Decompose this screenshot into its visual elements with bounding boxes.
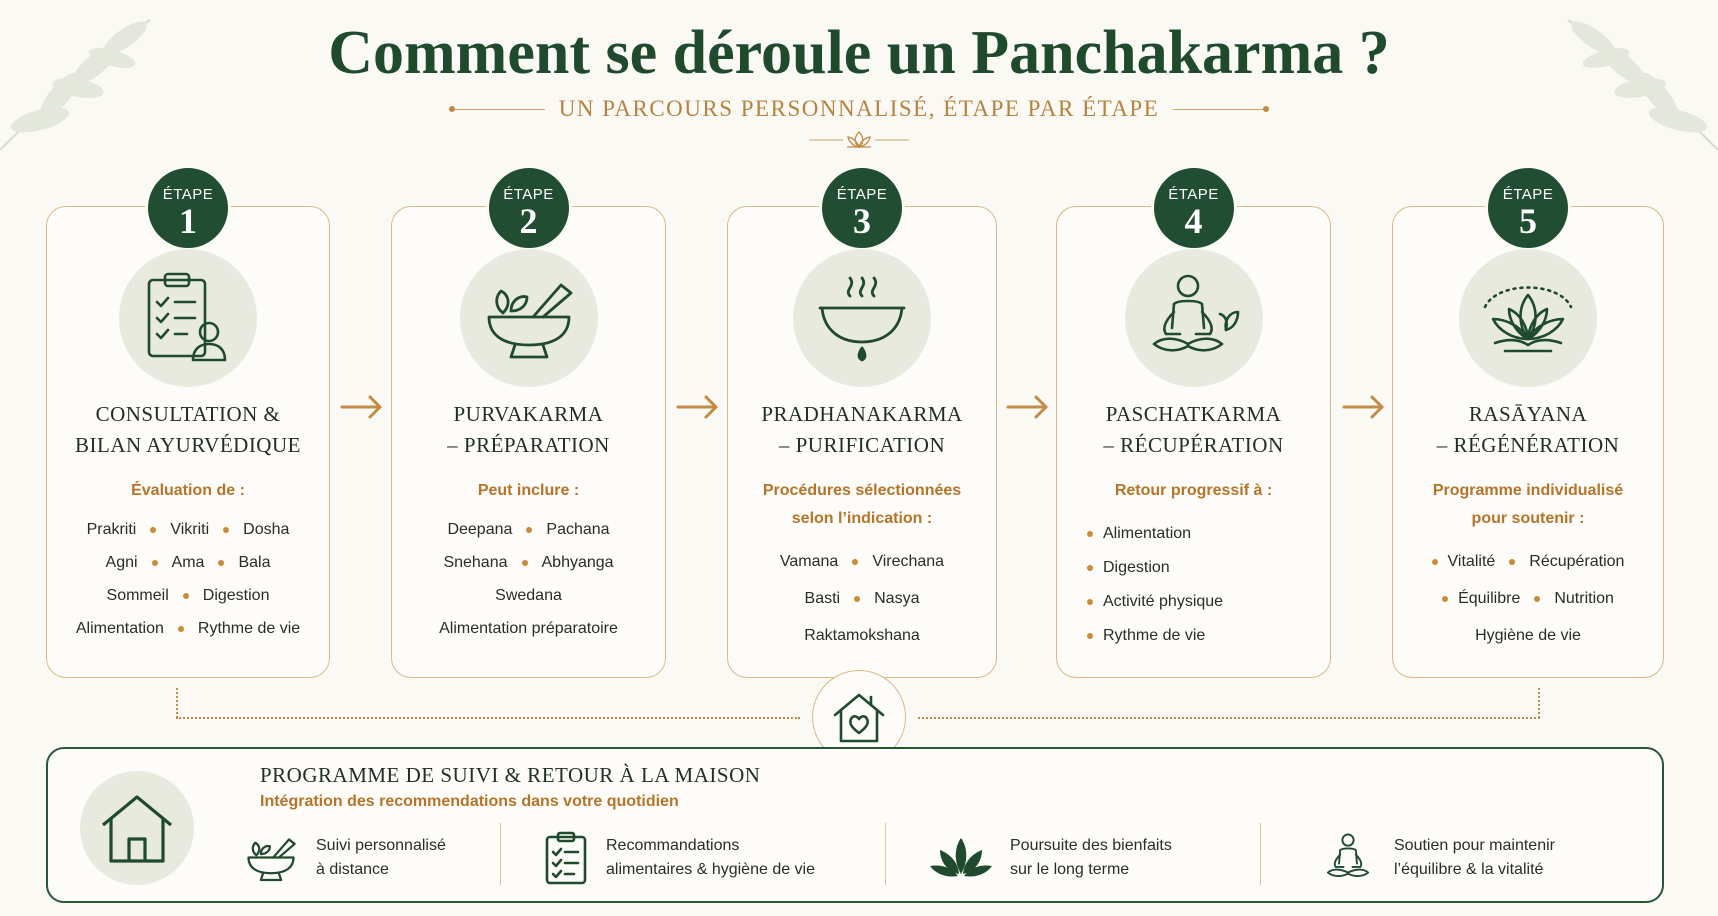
step-badge — [1151, 165, 1237, 251]
bullet — [526, 527, 532, 533]
feature-line: sur le long terme — [1010, 861, 1130, 878]
step-title — [47, 399, 329, 461]
followup-feature — [544, 829, 815, 887]
step-badge — [1485, 165, 1571, 251]
icon-circle — [1125, 249, 1263, 387]
list-item-row — [1393, 617, 1663, 654]
arrow-right-icon — [1342, 393, 1386, 421]
home-icon — [97, 791, 177, 865]
bullet — [854, 596, 860, 602]
step-subtitle-line: Évaluation de : — [131, 482, 245, 499]
arrow-right-icon — [676, 393, 720, 421]
list-item: Rythme de vie — [197, 620, 301, 637]
divider — [1260, 823, 1261, 885]
feature-line: l’équilibre & la vitalité — [1394, 861, 1544, 878]
feature-line: Soutien pour maintenir — [1394, 837, 1555, 854]
step-card-5 — [1392, 186, 1664, 678]
step-title-line: PURVAKARMA — [453, 402, 604, 426]
list-item: Sommeil — [106, 587, 169, 604]
list-item-row — [1393, 580, 1663, 617]
step-title-line: PRADHANAKARMA — [761, 402, 963, 426]
connector-line — [1538, 688, 1540, 718]
bullet — [1432, 559, 1438, 565]
list-item: Pachana — [546, 521, 610, 538]
step-items — [47, 513, 329, 645]
list-item-row — [47, 612, 329, 645]
step-number: 2 — [519, 201, 538, 241]
list-item: Ama — [171, 554, 205, 571]
list-item: Basti — [804, 590, 841, 607]
meditation-icon — [1144, 272, 1244, 364]
feature-line: Suivi personnalisé — [316, 837, 446, 854]
feature-text — [316, 834, 446, 882]
bullet — [1534, 596, 1540, 602]
subtitle-row — [0, 96, 1718, 122]
followup-feature — [244, 829, 446, 887]
step-subtitle — [728, 477, 996, 533]
bullet — [1087, 531, 1093, 537]
bullet — [1087, 633, 1093, 639]
mortar-pestle-icon — [244, 832, 298, 884]
small-lotus-icon — [809, 128, 909, 152]
feature-line: alimentaires & hygiène de vie — [606, 861, 816, 878]
step-label: ÉTAPE — [836, 186, 888, 203]
list-item: Vitalité — [1447, 553, 1496, 570]
connector-line — [176, 688, 178, 718]
list-item: Hygiène de vie — [1475, 627, 1581, 644]
connector-line — [176, 717, 800, 719]
step-subtitle — [392, 477, 665, 505]
step-items — [392, 513, 665, 645]
list-item: Nutrition — [1554, 590, 1614, 607]
connector-line — [918, 717, 1540, 719]
list-item-row — [1087, 551, 1223, 585]
list-item-row — [392, 513, 665, 546]
bullet — [1087, 565, 1093, 571]
lotus-icon — [1473, 273, 1583, 363]
step-number: 4 — [1184, 201, 1203, 241]
step-subtitle — [1057, 477, 1330, 505]
step-badge — [145, 165, 231, 251]
followup-panel — [46, 747, 1664, 903]
step-title-line: BILAN AYURVÉDIQUE — [75, 433, 301, 457]
step-label: ÉTAPE — [162, 186, 214, 203]
page-title: Comment se déroule un Panchakarma ? — [328, 19, 1390, 87]
step-number: 1 — [179, 201, 197, 241]
list-item-row — [728, 617, 996, 654]
icon-circle — [1459, 249, 1597, 387]
list-item: Équilibre — [1458, 590, 1521, 607]
feature-line: à distance — [316, 861, 389, 878]
followup-title: PROGRAMME DE SUIVI & RETOUR À LA MAISON — [260, 763, 761, 787]
step-card-4 — [1056, 186, 1331, 678]
step-title-line: RASĀYANA — [1468, 402, 1588, 426]
step-subtitle-line: selon l’indication : — [791, 510, 933, 527]
bullet — [152, 560, 158, 566]
list-item: Deepana — [447, 521, 513, 538]
feature-text — [1394, 834, 1555, 882]
list-item: Digestion — [202, 587, 270, 604]
list-item: Swedana — [495, 587, 562, 604]
step-items — [1087, 517, 1223, 653]
bullet — [183, 593, 189, 599]
list-item: Rythme de vie — [1103, 627, 1206, 644]
bullet — [223, 527, 229, 533]
arrow-right-icon — [340, 393, 384, 421]
divider-line — [449, 109, 545, 110]
list-item: Récupération — [1529, 553, 1625, 570]
bullet — [178, 626, 184, 632]
list-item: Digestion — [1103, 559, 1170, 576]
list-item: Nasya — [874, 590, 920, 607]
step-items — [728, 543, 996, 654]
step-title-line: CONSULTATION & — [95, 402, 281, 426]
step-card-1 — [46, 186, 330, 678]
list-item: Virechana — [872, 553, 945, 570]
bullet — [1442, 596, 1448, 602]
list-item: Prakriti — [86, 521, 137, 538]
list-item-row — [392, 612, 665, 645]
step-subtitle-line: Peut inclure : — [477, 482, 580, 499]
followup-feature — [1320, 829, 1555, 887]
followup-feature — [930, 829, 1172, 887]
list-item-row — [392, 579, 665, 612]
list-item: Activité physique — [1103, 593, 1224, 610]
step-label: ÉTAPE — [503, 186, 554, 203]
list-item-row — [1087, 619, 1223, 653]
step-items — [1393, 543, 1663, 654]
list-item-row — [47, 579, 329, 612]
followup-subtitle: Intégration des recommendations dans votre quotidien — [260, 793, 679, 810]
steaming-bowl-icon — [814, 268, 910, 368]
bullet — [218, 560, 224, 566]
list-item-row — [47, 546, 329, 579]
feature-text — [1010, 834, 1172, 882]
list-item-row — [47, 513, 329, 546]
list-item-row — [728, 580, 996, 617]
feature-line: Poursuite des bienfaits — [1010, 837, 1172, 854]
step-badge — [819, 165, 905, 251]
icon-circle — [460, 249, 598, 387]
bullet — [1509, 559, 1515, 565]
bullet — [150, 527, 156, 533]
step-badge — [486, 165, 572, 251]
step-title-line: – PRÉPARATION — [447, 433, 610, 457]
list-item: Bala — [238, 554, 271, 571]
feature-text — [606, 834, 815, 882]
step-subtitle-line: Procédures sélectionnées — [762, 482, 962, 499]
step-title — [1393, 399, 1663, 461]
icon-circle — [793, 249, 931, 387]
step-number: 5 — [1519, 201, 1537, 241]
clipboard-person-icon — [143, 270, 233, 366]
icon-circle — [119, 249, 257, 387]
lotus-leaves-icon — [930, 836, 992, 880]
list-item: Raktamokshana — [804, 627, 920, 644]
list-item-row — [1393, 543, 1663, 580]
step-title-line: – RÉCUPÉRATION — [1103, 433, 1284, 457]
list-item: Alimentation — [75, 620, 164, 637]
home-heart-icon — [829, 689, 889, 745]
step-title — [728, 399, 996, 461]
list-item: Vamana — [779, 553, 839, 570]
bullet — [1087, 599, 1093, 605]
step-title-line: – RÉGÉNÉRATION — [1436, 433, 1620, 457]
bullet — [852, 559, 858, 565]
list-item-row — [1087, 585, 1223, 619]
step-subtitle-line: pour soutenir : — [1471, 510, 1585, 527]
bullet — [522, 560, 528, 566]
feature-line: Recommandations — [606, 837, 740, 854]
step-number: 3 — [853, 201, 871, 241]
list-item: Alimentation — [1103, 525, 1192, 542]
list-item-row — [1087, 517, 1223, 551]
divider — [885, 823, 886, 885]
list-item: Vikriti — [170, 521, 210, 538]
step-subtitle — [47, 477, 329, 505]
list-item: Alimentation préparatoire — [439, 620, 618, 637]
step-subtitle-line: Programme individualisé — [1432, 482, 1624, 499]
step-title — [1057, 399, 1330, 461]
arrow-right-icon — [1006, 393, 1050, 421]
meditation-icon — [1320, 829, 1376, 887]
mortar-pestle-icon — [481, 273, 577, 363]
step-title-line: – PURIFICATION — [778, 433, 946, 457]
divider-line — [1173, 109, 1269, 110]
divider — [500, 823, 501, 885]
list-item: Abhyanga — [541, 554, 614, 571]
icon-circle — [80, 771, 194, 885]
list-item-row — [392, 546, 665, 579]
step-title-line: PASCHATKARMA — [1105, 402, 1282, 426]
list-item: Agni — [105, 554, 138, 571]
step-subtitle-line: Retour progressif à : — [1114, 482, 1273, 499]
list-item-row — [728, 543, 996, 580]
step-subtitle — [1393, 477, 1663, 533]
step-title — [392, 399, 665, 461]
step-label: ÉTAPE — [1168, 186, 1219, 203]
step-card-2 — [391, 186, 666, 678]
step-card-3 — [727, 186, 997, 678]
step-label: ÉTAPE — [1502, 186, 1554, 203]
checklist-icon — [544, 830, 588, 886]
list-item: Dosha — [243, 521, 290, 538]
list-item: Snehana — [443, 554, 508, 571]
page-subtitle: UN PARCOURS PERSONNALISÉ, ÉTAPE PAR ÉTAPE — [558, 96, 1160, 121]
